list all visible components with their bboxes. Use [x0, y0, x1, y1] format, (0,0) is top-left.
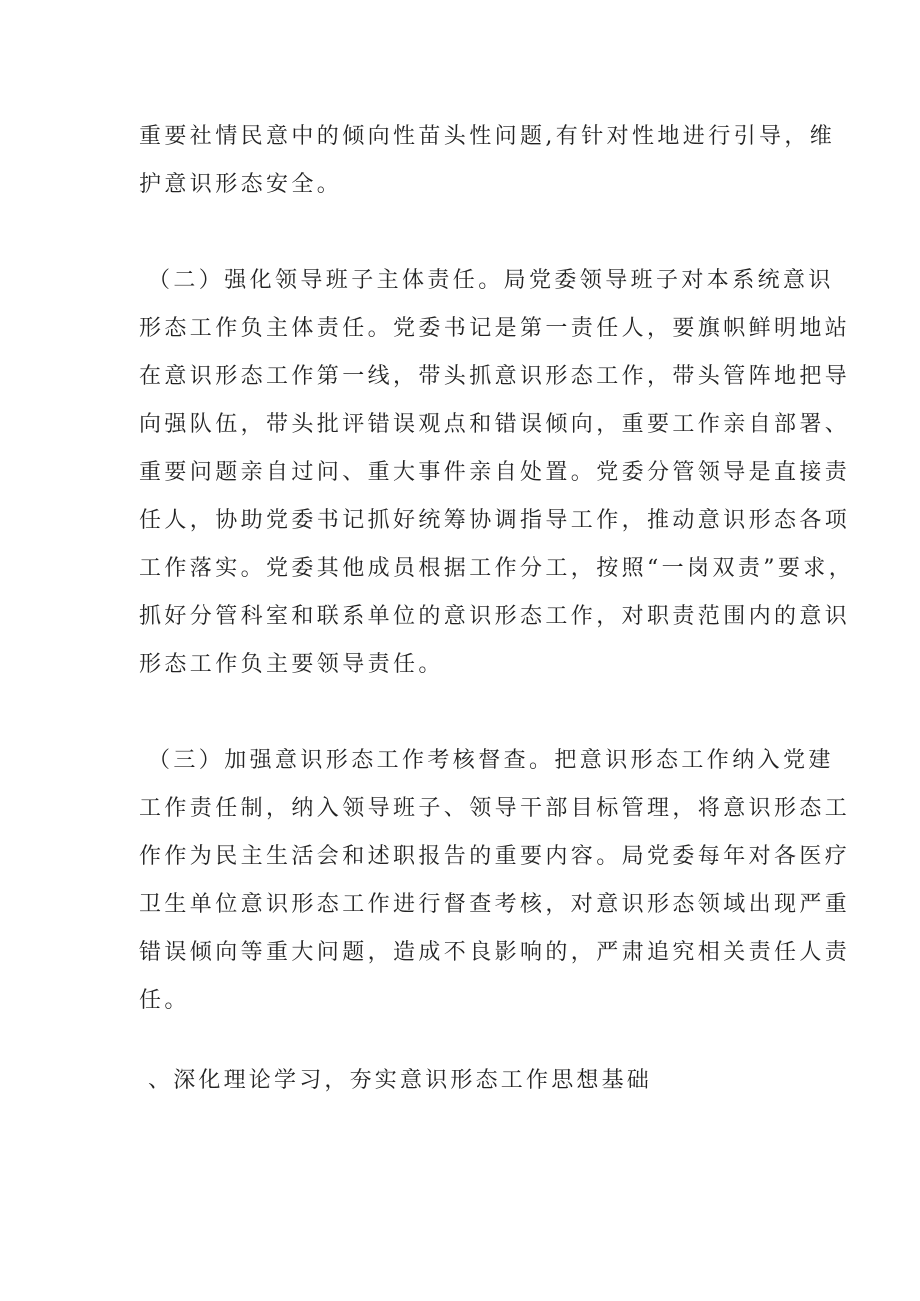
paragraph-line: 任人，协助党委书记抓好统筹协调指导工作，推动意识形态各项: [139, 508, 851, 533]
paragraph-line: 重要问题亲自过问、重大事件亲自处置。党委分管领导是直接责: [139, 460, 851, 485]
paragraph-line: 重要社情民意中的倾向性苗头性问题,有针对性地进行引导，维: [139, 124, 836, 149]
paragraph-line: 任。: [139, 988, 190, 1013]
paragraph-line: 向强队伍，带头批评错误观点和错误倾向，重要工作亲自部署、: [139, 412, 851, 437]
paragraph-line: 护意识形态安全。: [139, 172, 343, 197]
paragraph-line: 形态工作负主要领导责任。: [139, 652, 444, 677]
paragraph-line: （二）强化领导班子主体责任。局党委领导班子对本系统意识: [148, 268, 834, 293]
paragraph-line: 错误倾向等重大问题，造成不良影响的，严肃追究相关责任人责: [139, 940, 851, 965]
paragraph-line: 作作为民主生活会和述职报告的重要内容。局党委每年对各医疗: [139, 844, 851, 869]
paragraph-line: 抓好分管科室和联系单位的意识形态工作，对职责范围内的意识: [139, 604, 851, 629]
paragraph-line: 工作落实。党委其他成员根据工作分工，按照“一岗双责”要求，: [139, 556, 855, 581]
paragraph-line: 卫生单位意识形态工作进行督查考核，对意识形态领域出现严重: [139, 892, 851, 917]
paragraph-line: 在意识形态工作第一线，带头抓意识形态工作，带头管阵地把导: [139, 364, 851, 389]
paragraph-line: （三）加强意识形态工作考核督查。把意识形态工作纳入党建: [148, 748, 834, 773]
section-heading: 、深化理论学习，夯实意识形态工作思想基础: [148, 1068, 653, 1093]
paragraph-line: 工作责任制，纳入领导班子、领导干部目标管理，将意识形态工: [139, 796, 851, 821]
paragraph-line: 形态工作负主体责任。党委书记是第一责任人，要旗帜鲜明地站: [139, 316, 851, 341]
